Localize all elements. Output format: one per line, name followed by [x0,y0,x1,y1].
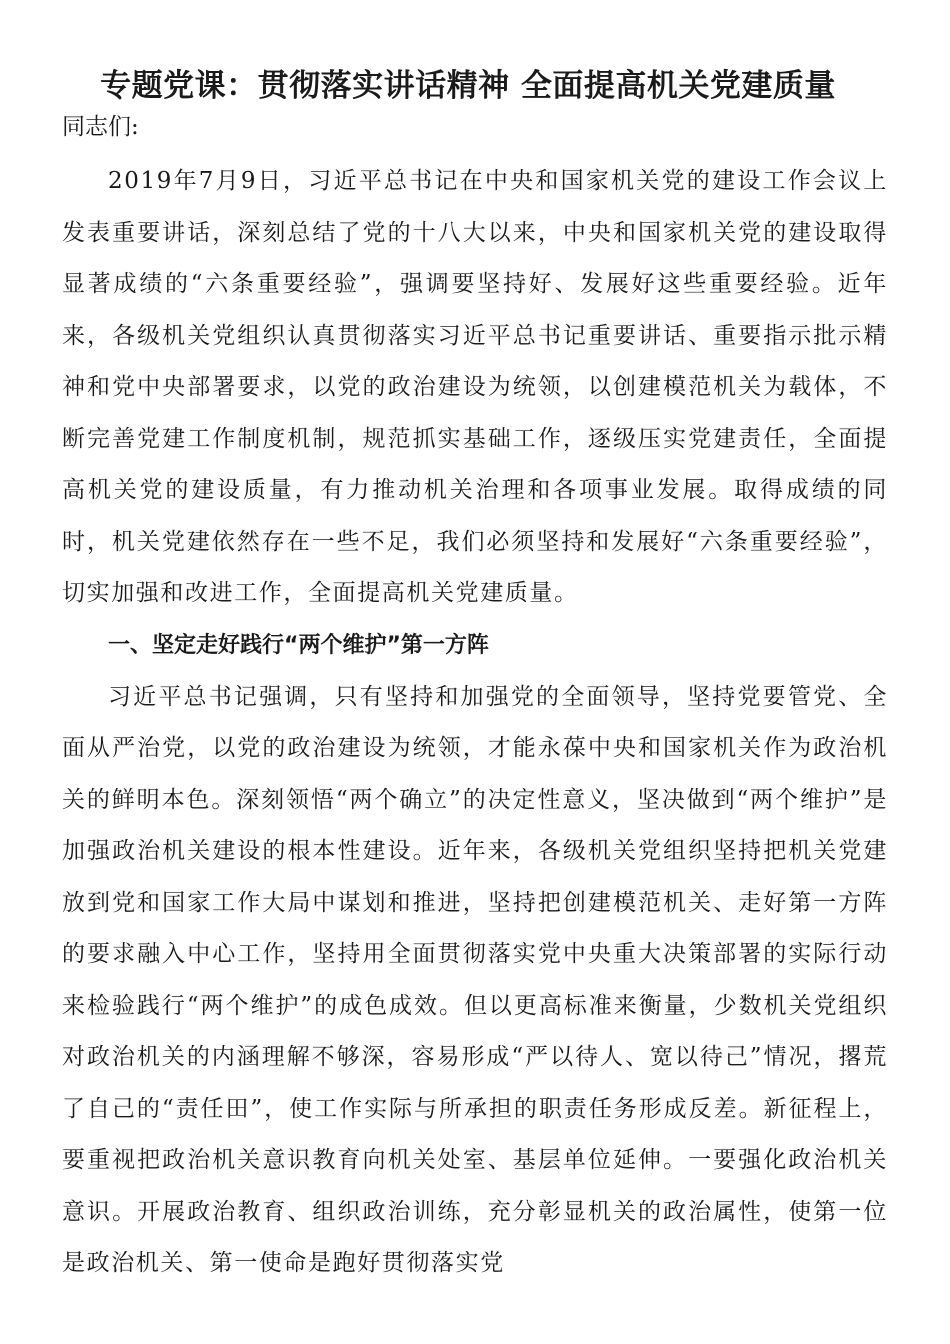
document-title: 专题党课：贯彻落实讲话精神 全面提高机关党建质量 [100,68,836,104]
section-1-paragraph: 习近平总书记强调，只有坚持和加强党的全面领导，坚持党要管党、全面从严治党，以党的政治建设为统领，才能永葆中央和国家机关作为政治机关的鲜明本色。深刻领悟“两个确立”的决定性意义，坚决做到“两个维护”是加强政治机关建设的根本性建设。近年来，各级机关党组织坚持把机关党建放到党和国家工作大局中谋划和推进，坚持把创建模范机关、走好第一方阵的要求融入中心工作，坚持用全面贯彻落实党中央重大决策部署的实际行动来检验践行“两个维护”的成色成效。但以更高标准来衡量，少数机关党组织对政治机关的内涵理解不够深，容易形成“严以待人、宽以待己”情况，撂荒了自己的“责任田”，使工作实际与所承担的职责任务形成反差。新征程上，要重视把政治机关意识教育向机关处室、基层单位延伸。一要强化政治机关意识。开展政治教育、组织政治训练，充分彰显机关的政治属性，使第一位是政治机关、第一使命是跑好贯彻落实党 [62,683,888,1276]
salutation: 同志们: [62,114,139,140]
document-page [62,60,888,1290]
section-heading-1: 一、坚定走好践行“两个维护”第一方阵 [108,632,489,658]
intro-paragraph: 2019年7月9日，习近平总书记在中央和国家机关党的建设工作会议上发表重要讲话，深刻总结了党的十八大以来，中央和国家机关党的建设取得显著成绩的“六条重要经验”，强调要坚持好、发展好这些重要经验。近年来，各级机关党组织认真贯彻落实习近平总书记重要讲话、重要指示批示精神和党中央部署要求，以党的政治建设为统领，以创建模范机关为载体，不断完善党建工作制度机制，规范抓实基础工作，逐级压实党建责任，全面提高机关党的建设质量，有力推动机关治理和各项事业发展。取得成绩的同时，机关党建依然存在一些不足，我们必须坚持和发展好“六条重要经验”，切实加强和改进工作，全面提高机关党建质量。 [62,168,888,606]
